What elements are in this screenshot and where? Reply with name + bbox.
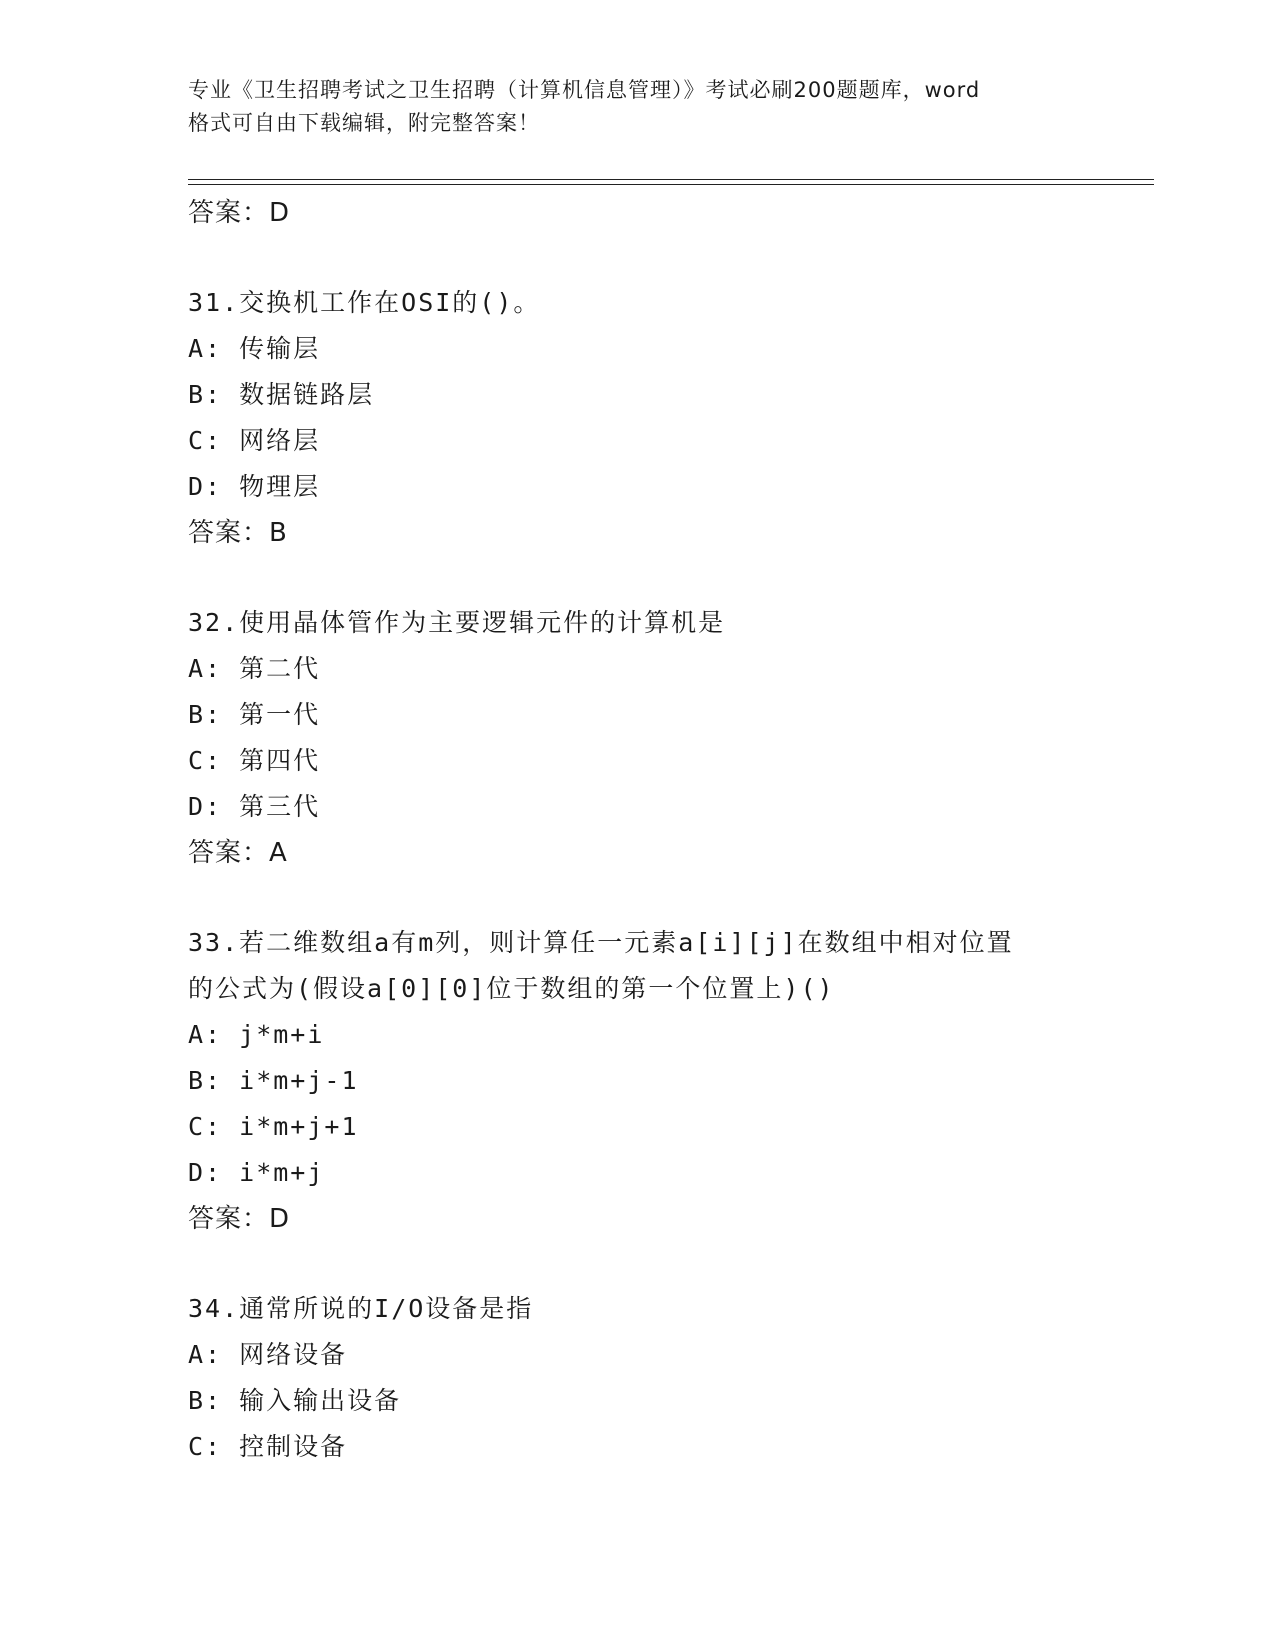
option-a: A: j*m+i [188, 1020, 325, 1049]
question-answer: 答案：B [188, 518, 288, 548]
option-b: B: 第一代 [188, 700, 321, 729]
question-31 [188, 280, 1148, 556]
question-32 [188, 600, 1148, 876]
option-b: B: i*m+j-1 [188, 1066, 359, 1095]
option-b: B: 数据链路层 [188, 380, 375, 409]
option-a: A: 第二代 [188, 654, 321, 683]
option-c: C: 网络层 [188, 426, 321, 455]
option-d: D: i*m+j [188, 1158, 325, 1187]
question-stem-line-2: 的公式为(假设a[0][0]位于数组的第一个位置上)() [188, 974, 835, 1003]
option-c: C: 第四代 [188, 746, 321, 775]
document-header [188, 74, 1088, 140]
question-stem: 31.交换机工作在OSI的()。 [188, 288, 541, 317]
document-body [188, 190, 1148, 1470]
option-c: C: 控制设备 [188, 1432, 348, 1461]
header-divider-top [188, 179, 1154, 180]
option-c: C: i*m+j+1 [188, 1112, 359, 1141]
option-b: B: 输入输出设备 [188, 1386, 402, 1415]
question-33 [188, 920, 1148, 1242]
header-line-1: 专业《卫生招聘考试之卫生招聘（计算机信息管理）》考试必刷200题题库，word [188, 78, 981, 102]
header-divider-bottom [188, 184, 1154, 185]
option-a: A: 传输层 [188, 334, 321, 363]
option-d: D: 物理层 [188, 472, 321, 501]
question-answer: 答案：D [188, 1204, 291, 1234]
question-stem-line-1: 33.若二维数组a有m列，则计算任一元素a[i][j]在数组中相对位置 [188, 928, 1014, 957]
header-line-2: 格式可自由下载编辑，附完整答案！ [188, 111, 540, 135]
question-stem: 32.使用晶体管作为主要逻辑元件的计算机是 [188, 608, 726, 637]
question-answer: 答案：A [188, 838, 288, 868]
option-a: A: 网络设备 [188, 1340, 348, 1369]
option-d: D: 第三代 [188, 792, 321, 821]
question-34 [188, 1286, 1148, 1470]
question-stem: 34.通常所说的I/O设备是指 [188, 1294, 534, 1323]
previous-answer: 答案：D [188, 198, 291, 228]
